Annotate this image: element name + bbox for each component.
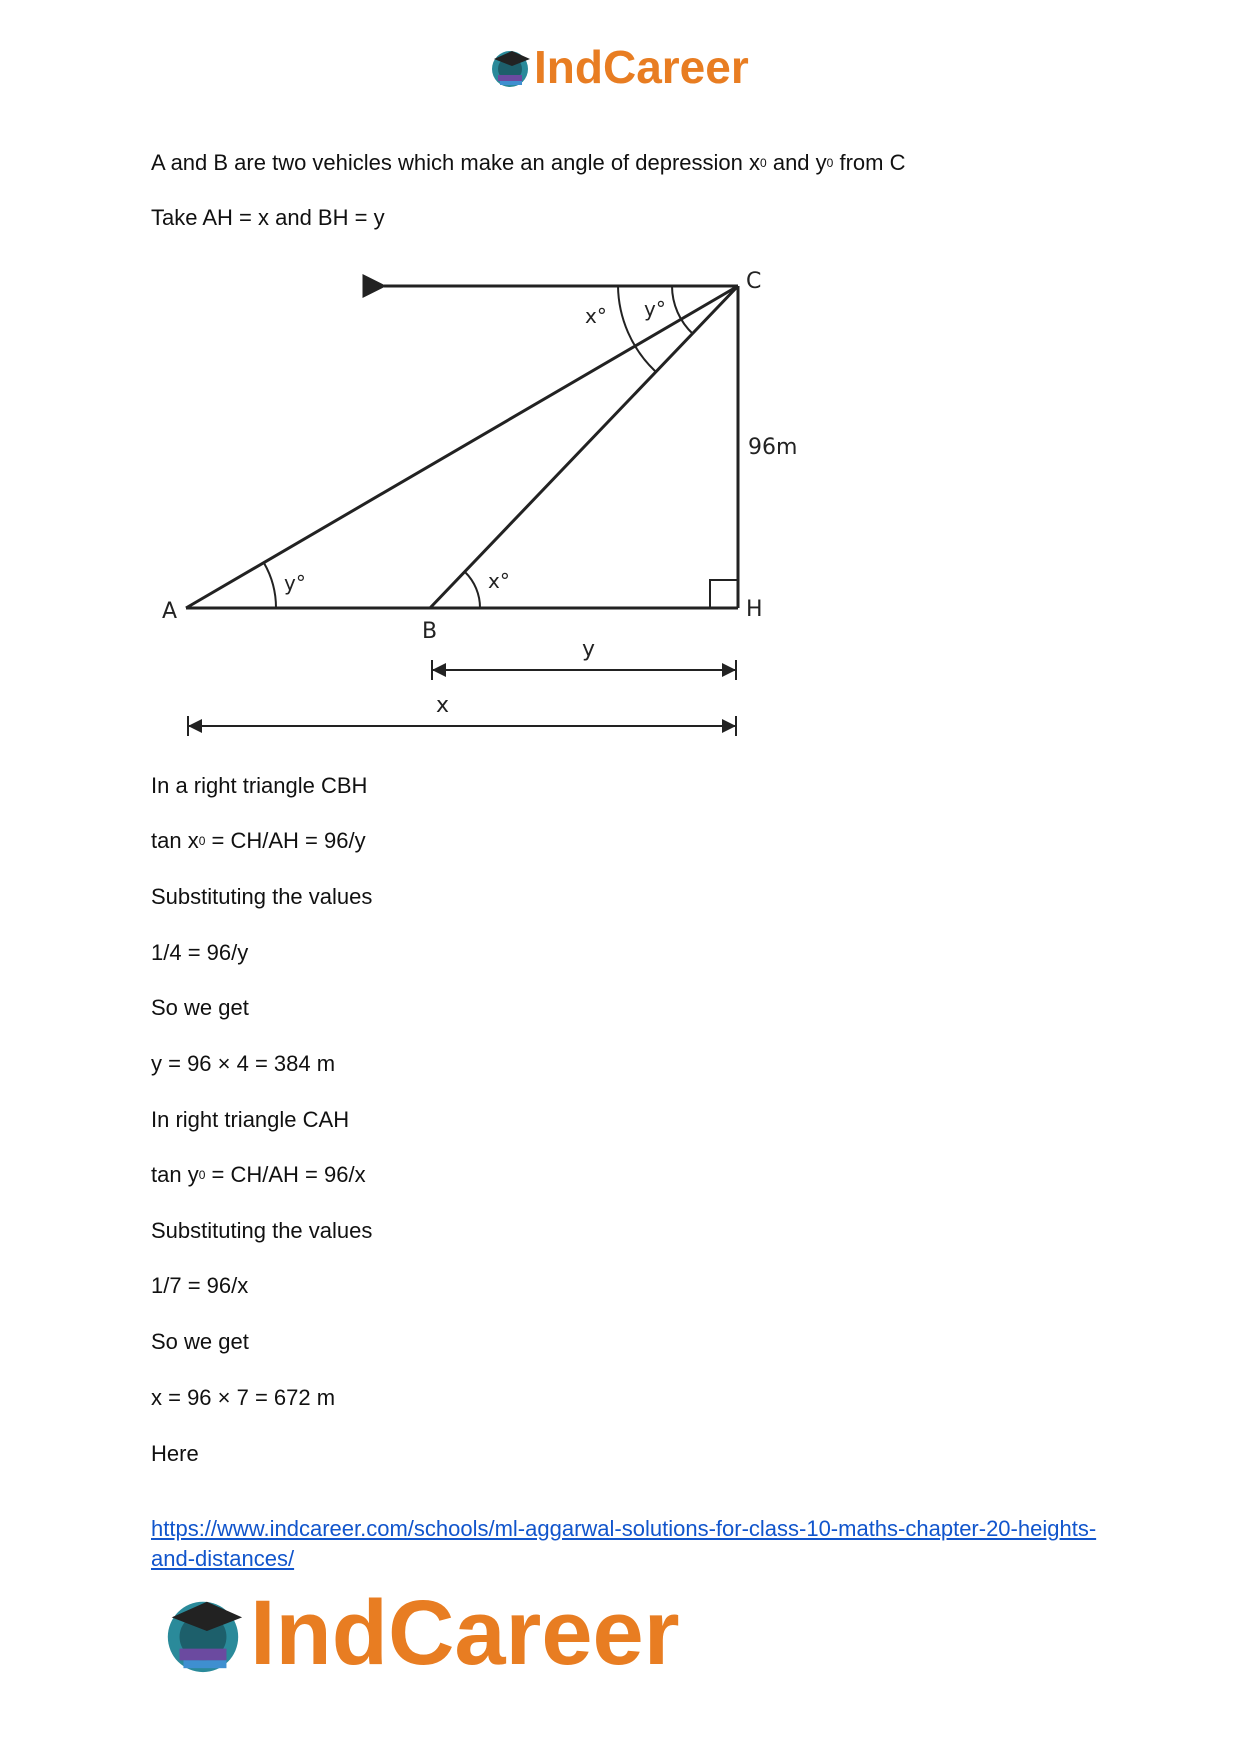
intro-text: and y bbox=[766, 150, 827, 175]
step-equation: x = 96 × 7 = 672 m bbox=[151, 1385, 336, 1410]
label-angle-y-bottom: y° bbox=[284, 571, 306, 595]
logo-wordmark: IndCareer bbox=[250, 1582, 680, 1684]
step-text: In right triangle CAH bbox=[151, 1107, 350, 1132]
label-point-b: B bbox=[422, 619, 438, 644]
step-text: So we get bbox=[151, 995, 249, 1020]
line-ca bbox=[186, 286, 738, 608]
superscript: 0 bbox=[826, 156, 834, 170]
step-text: tan x bbox=[151, 828, 199, 853]
label-dim-x: x bbox=[436, 693, 450, 718]
logo-wordmark: IndCareer bbox=[534, 41, 749, 93]
step-text: tan y bbox=[151, 1162, 199, 1187]
superscript: 0 bbox=[760, 156, 767, 170]
graduation-globe-icon bbox=[488, 45, 532, 89]
intro-text: A and B are two vehicles which make an angle of depression x bbox=[151, 150, 761, 175]
label-height: 96m bbox=[748, 435, 798, 460]
step-equation: 1/4 = 96/y bbox=[151, 940, 249, 965]
step-equation: 1/7 = 96/x bbox=[151, 1273, 249, 1298]
graduation-globe-icon bbox=[160, 1590, 246, 1676]
label-dim-y: y bbox=[582, 637, 596, 662]
label-point-c: C bbox=[746, 269, 762, 294]
step-equation: y = 96 × 4 = 384 m bbox=[151, 1051, 336, 1076]
intro-line-1 bbox=[151, 149, 905, 177]
step-text: Substituting the values bbox=[151, 884, 373, 909]
label-point-a: A bbox=[162, 599, 178, 624]
line-cb bbox=[430, 286, 738, 608]
dim-arrow bbox=[432, 663, 446, 677]
angle-arc-x-bottom bbox=[465, 572, 480, 608]
step-text: Substituting the values bbox=[151, 1218, 373, 1243]
label-angle-x-bottom: x° bbox=[488, 569, 510, 593]
dim-arrow bbox=[722, 719, 736, 733]
superscript: 0 bbox=[198, 1168, 206, 1182]
step-text: = CH/AH = 96/y bbox=[205, 828, 366, 853]
dim-arrow bbox=[188, 719, 202, 733]
right-angle-mark bbox=[710, 580, 738, 608]
intro-line-2: Take AH = x and BH = y bbox=[151, 205, 385, 230]
step-text: So we get bbox=[151, 1329, 249, 1354]
label-angle-x-top: x° bbox=[585, 304, 607, 328]
footer-logo bbox=[160, 1582, 680, 1684]
dim-arrow bbox=[722, 663, 736, 677]
label-point-h: H bbox=[746, 597, 763, 622]
angle-arc-y-bottom bbox=[264, 563, 276, 608]
step-text: In a right triangle CBH bbox=[151, 773, 368, 798]
source-link[interactable]: https://www.indcareer.com/schools/ml-aggarwal-solutions-for-class-10-maths-chapter-20-heights-and-distances/ bbox=[151, 1516, 1097, 1571]
step-equation bbox=[151, 1161, 366, 1189]
step-equation bbox=[151, 827, 366, 855]
triangle-diagram bbox=[150, 262, 810, 742]
step-text: = CH/AH = 96/x bbox=[205, 1162, 366, 1187]
header-logo bbox=[488, 40, 749, 94]
step-text: Here bbox=[151, 1441, 199, 1466]
intro-text: from C bbox=[833, 150, 906, 175]
angle-arc-y-top bbox=[672, 286, 693, 334]
superscript: 0 bbox=[198, 834, 206, 848]
label-angle-y-top: y° bbox=[644, 297, 666, 321]
